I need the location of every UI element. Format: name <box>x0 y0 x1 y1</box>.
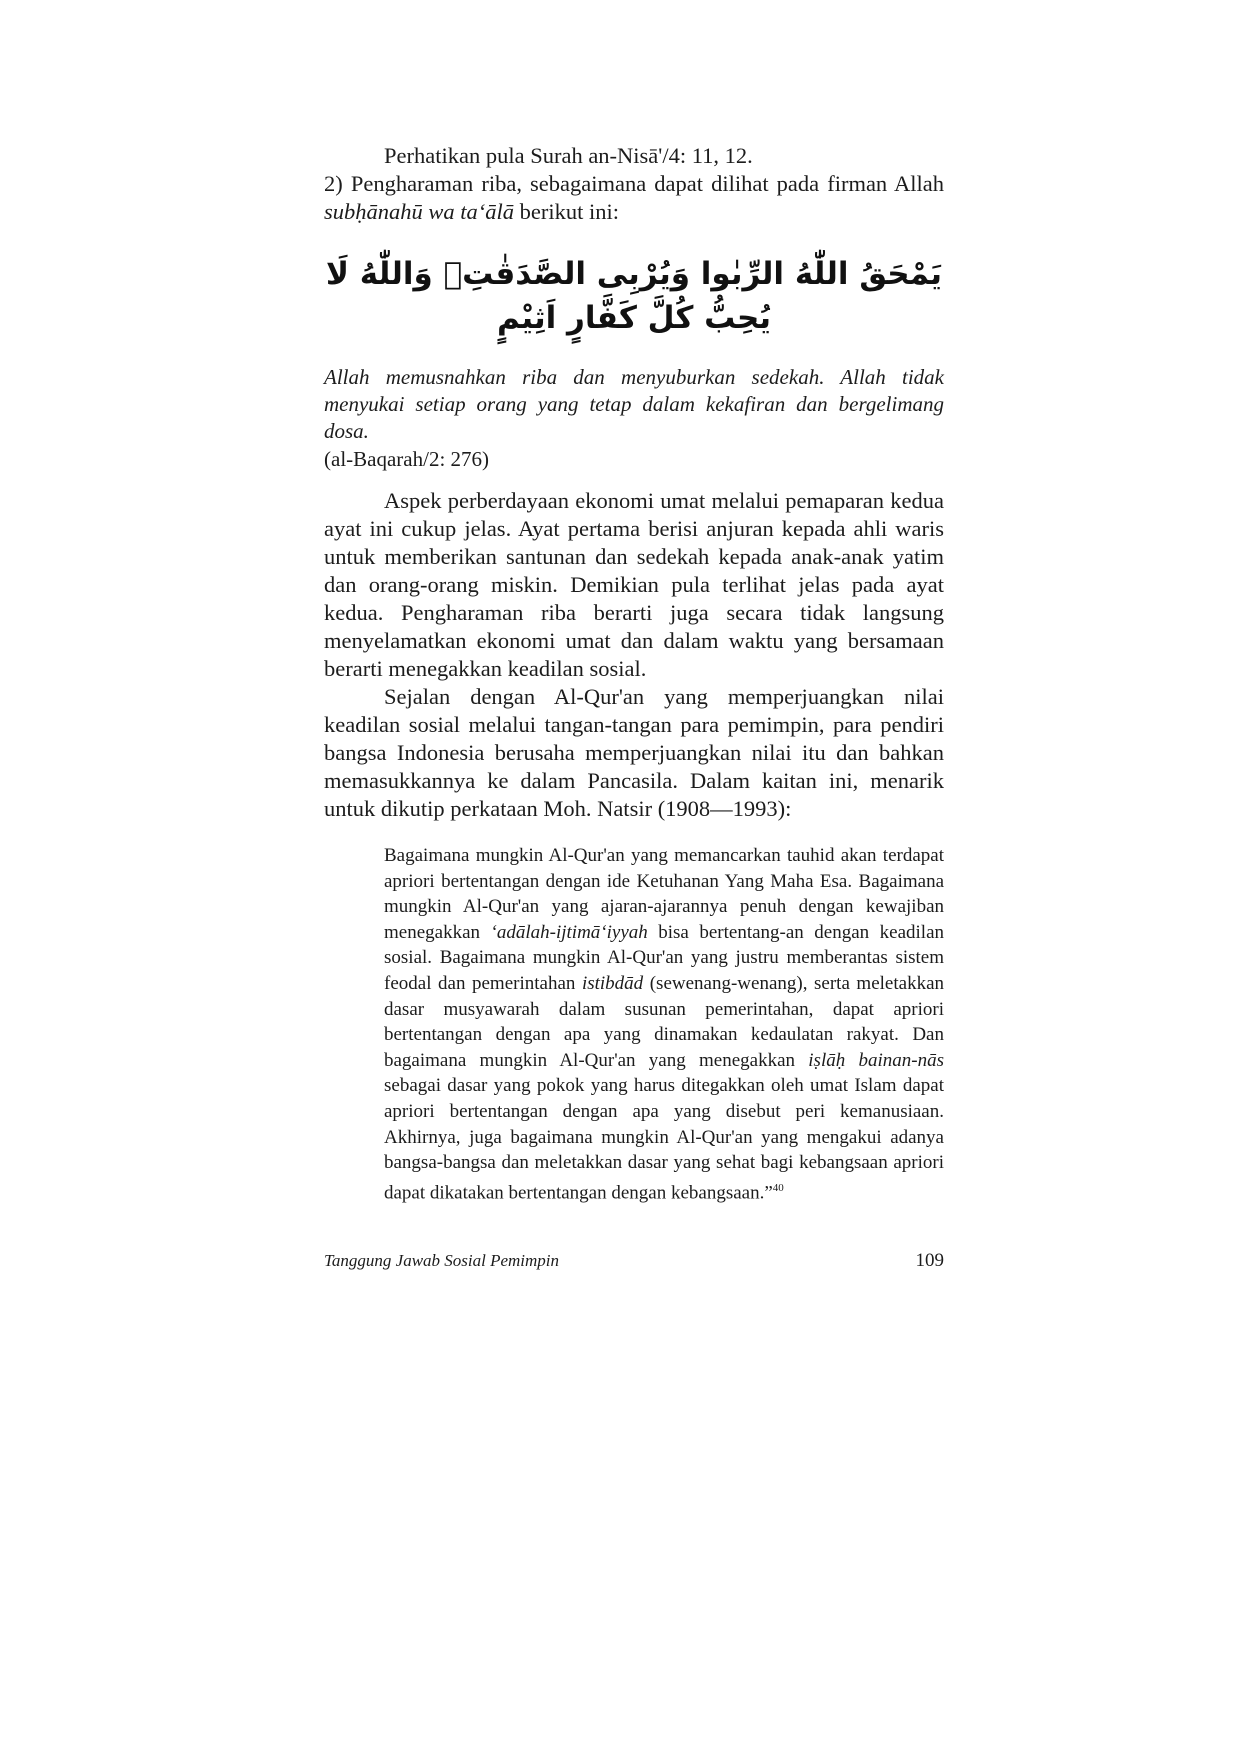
verse-translation: Allah memusnahkan riba dan menyuburkan sedekah. Allah tidak menyukai setiap orang yang tetap dalam kekafiran dan bergelimang dosa. <box>324 365 944 443</box>
quote-term-islah: iṣlāḥ bainan-nās <box>808 1049 944 1071</box>
quote-part-3: (sewenang-wenang), serta meletakkan dasar musyawarah dalam susunan pemerintahan, dapat apriori bertentangan dengan apa yang dinamakan kedaulatan rakyat. Dan bagaimana mungkin Al-Qur'an yang menegakkan <box>384 972 944 1071</box>
quote-part-1: Bagaimana mungkin Al-Qur'an yang memancarkan tauhid akan terdapat apriori bertentangan dengan ide Ketuhanan Yang Maha Esa. Bagaimana mungkin Al-Qur'an yang ajaran-ajarannya penuh dengan kewajiban menegakkan <box>384 845 944 943</box>
natsir-quote <box>324 843 944 1206</box>
page-footer <box>324 1250 944 1272</box>
running-footer-title: Tanggung Jawab Sosial Pemimpin <box>324 1251 560 1270</box>
quote-part-2: bisa bertentang-an dengan keadilan sosial. Bagaimana mungkin Al-Qur'an yang justru memberantas sistem feodal dan pemerintahan <box>384 921 945 994</box>
quote-term-adalah: ‘adālah-ijtimā‘iyyah <box>490 921 648 943</box>
page-number: 109 <box>915 1250 944 1271</box>
point-2-prefix: 2) Pengharaman riba, sebagaimana dapat dilihat pada firman Allah <box>324 171 944 196</box>
point-2-honorific: subḥānahū wa ta‘ālā <box>324 199 515 224</box>
point-2 <box>324 170 944 226</box>
footnote-marker[interactable]: 40 <box>772 1181 784 1194</box>
paragraph-1: Aspek perberdayaan ekonomi umat melalui pemaparan kedua ayat ini cukup jelas. Ayat pertama berisi anjuran kepada ahli waris untuk memberikan santunan dan sedekah kepada anak-anak yatim dan orang-orang miskin. Demikian pula terlihat jelas pada ayat kedua. Pengharaman riba berarti juga secara tidak langsung menyelamatkan ekonomi umat dan dalam waktu yang bersamaan berarti menegakkan keadilan sosial. <box>324 488 944 681</box>
paragraph-2: Sejalan dengan Al-Qur'an yang memperjuangkan nilai keadilan sosial melalui tangan-tangan para pemimpin, para pendiri bangsa Indonesia berusaha memperjuangkan nilai itu dan bahkan memasukkannya ke dalam Pancasila. Dalam kaitan ini, menarik untuk dikutip perkataan Moh. Natsir (1908—1993): <box>324 684 944 821</box>
page-body <box>324 142 944 1206</box>
arabic-verse: يَمْحَقُ اللّٰهُ الرِّبٰوا وَيُرْبِى الصَّدَقٰتِۗ وَاللّٰهُ لَا يُحِبُّ كُلَّ كَفَّارٍ اَثِيْمٍ <box>325 256 943 336</box>
intro-line: Perhatikan pula Surah an-Nisā'/4: 11, 12. <box>384 143 753 168</box>
point-2-suffix: berikut ini: <box>514 199 620 224</box>
quote-part-4: sebagai dasar yang pokok yang harus ditegakkan oleh umat Islam dapat apriori bertentangan dengan apa yang disebut peri kemanusiaan. Akhirnya, juga bagaimana mungkin Al-Qur'an yang mengakui adanya bangsa-bangsa dan meletakkan dasar yang sehat bagi kebangsaan apriori dapat dikatakan bertentangan dengan kebangsaan.” <box>384 1075 944 1204</box>
verse-reference: (al-Baqarah/2: 276) <box>324 447 490 471</box>
quote-term-istibdad: istibdād <box>581 972 644 994</box>
